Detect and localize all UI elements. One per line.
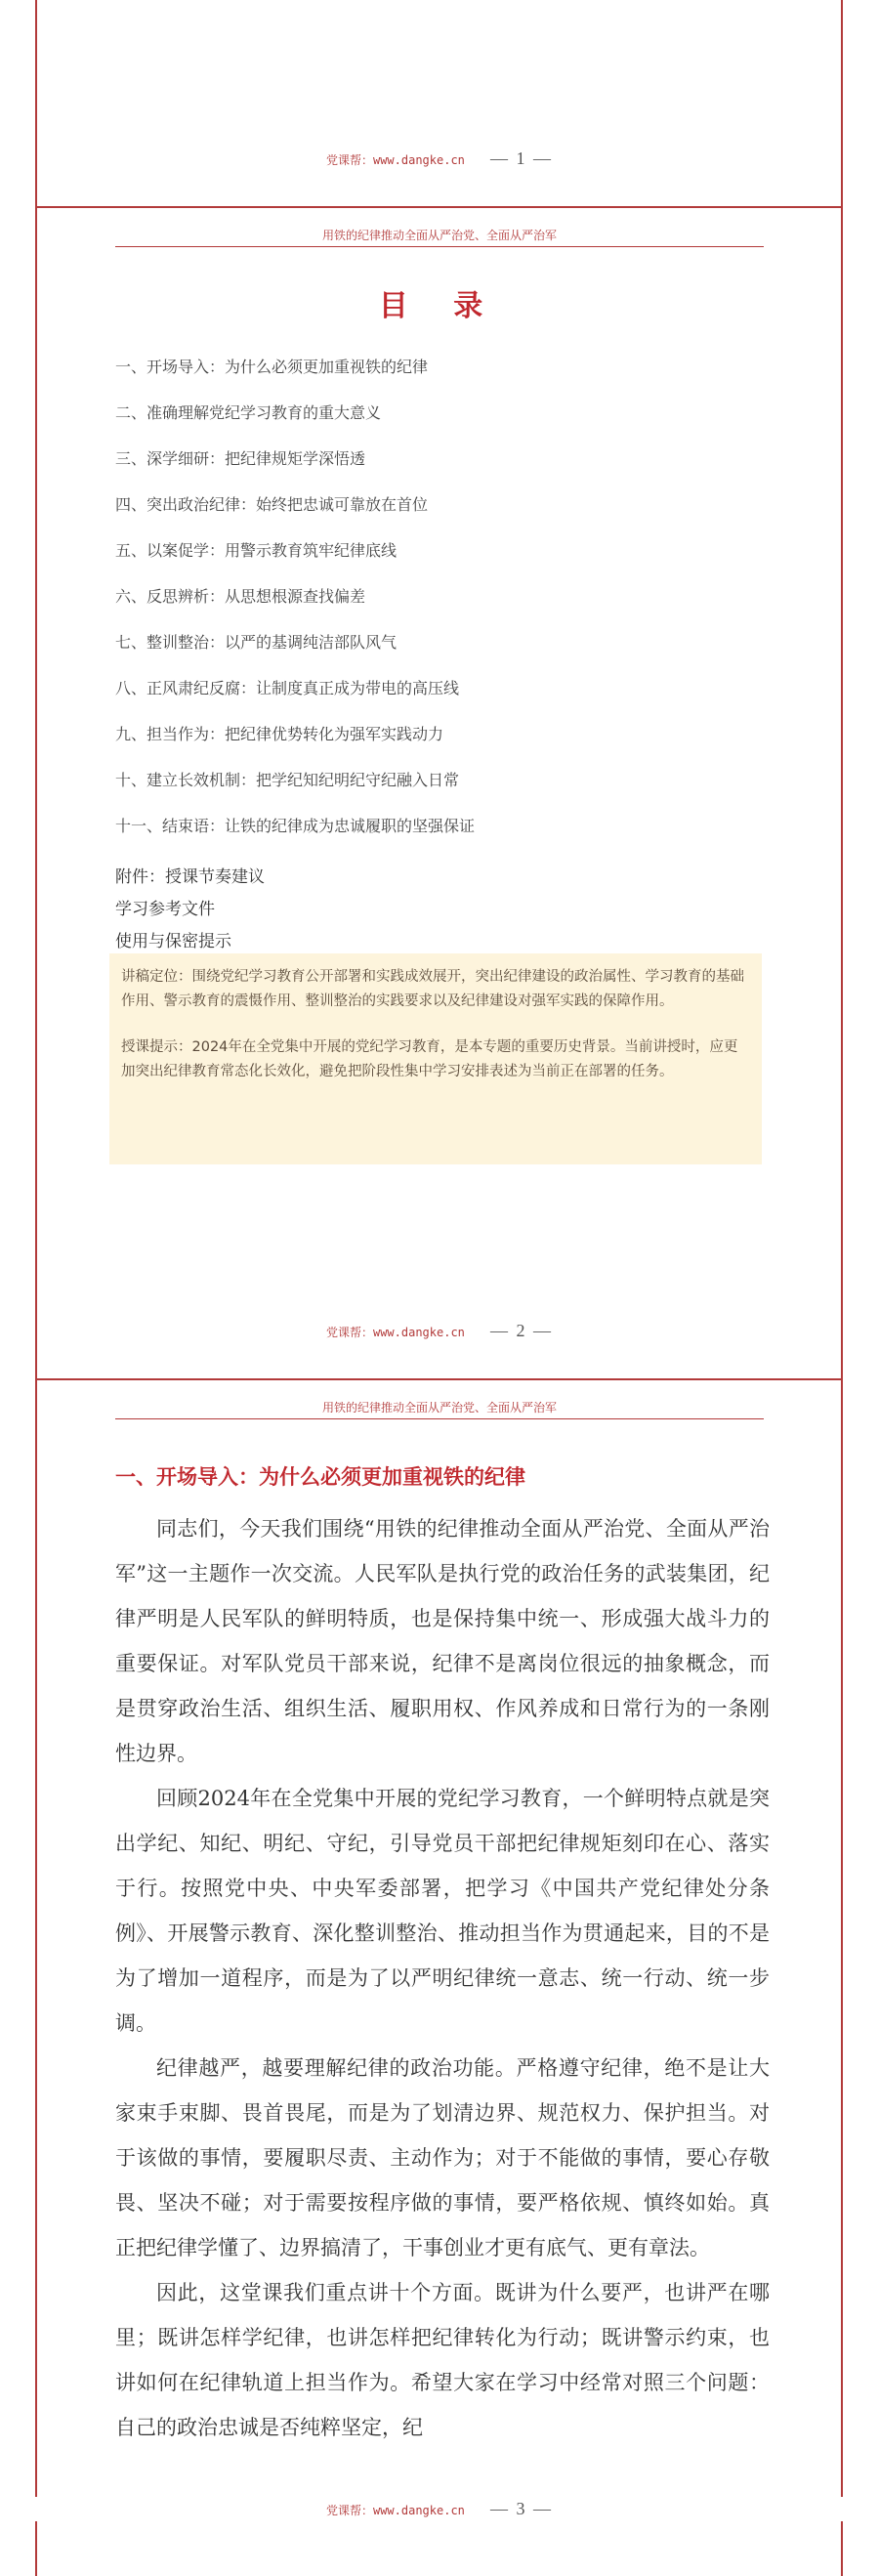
- toc-title: 目 录: [378, 289, 501, 323]
- toc-item[interactable]: 十、建立长效机制：把学纪知纪明纪守纪融入日常: [115, 771, 460, 789]
- toc-item[interactable]: 四、突出政治纪律：始终把忠诚可靠放在首位: [115, 495, 429, 514]
- toc-list: [115, 358, 764, 863]
- body-paragraph: 纪律越严，越要理解纪律的政治功能。严格遵守纪律，绝不是让大家束手束脚、畏首畏尾，而是为了划清边界、规范权力、保护担当。对于该做的事情，要履职尽责、主动作为；对于不能做的事情，要心存敬畏、坚决不碰；对于需要按程序做的事情，要严格依规、慎终如始。真正把纪律学懂了、边界搞清了，干事创业才更有底气、更有章法。: [115, 2056, 770, 2259]
- header-rule: [115, 246, 764, 247]
- page-number: — 2 —: [490, 1321, 554, 1340]
- toc-appendix-list: [115, 866, 764, 962]
- toc-item[interactable]: 十一、结束语：让铁的纪律成为忠诚履职的坚强保证: [115, 817, 476, 835]
- teaching-tip-note: 授课提示：2024年在全党集中开展的党纪学习教育，是本专题的重要历史背景。当前讲授时，应更加突出纪律教育常态化长效化，避免把阶段性集中学习安排表述为当前正在部署的任务。: [121, 1039, 738, 1079]
- section-heading: 一、开场导入：为什么必须更加重视铁的纪律: [115, 1465, 525, 1489]
- body-paragraph: 回顾2024年在全党集中开展的党纪学习教育，一个鲜明特点就是突出学纪、知纪、明纪、守纪，引导党员干部把纪律规矩刻印在心、落实于行。按照党中央、中央军委部署，把学习《中国共产党纪律处分条例》、开展警示教育、深化整训整治、推动担当作为贯通起来，目的不是为了增加一道程序，而是为了以严明纪律统一意志、统一行动、统一步调。: [115, 1787, 770, 2035]
- toc-item[interactable]: 三、深学细研：把纪律规矩学深悟透: [115, 449, 366, 468]
- page-number: — 1 —: [490, 148, 554, 168]
- site-label[interactable]: 党课帮：www.dangke.cn: [325, 2504, 465, 2517]
- toc-item[interactable]: 八、正风肃纪反腐：让制度真正成为带电的高压线: [115, 679, 460, 697]
- toc-item[interactable]: 一、开场导入：为什么必须更加重视铁的纪律: [115, 358, 429, 376]
- positioning-note: 讲稿定位：围绕党纪学习教育公开部署和实践成效展开，突出纪律建设的政治属性、学习教育的基础作用、警示教育的震慑作用、整训整治的实践要求以及纪律建设对强军实践的保障作用。: [121, 969, 744, 1009]
- page-number: — 3 —: [490, 2499, 554, 2518]
- page-footer: [0, 1321, 879, 1341]
- toc-appendix-item[interactable]: 附件：授课节奏建议: [115, 867, 265, 887]
- toc-item[interactable]: 五、以案促学：用警示教育筑牢纪律底线: [115, 541, 398, 560]
- page-footer: [0, 2497, 879, 2521]
- header-rule: [115, 1418, 764, 1419]
- toc-appendix-item[interactable]: 学习参考文件: [115, 900, 215, 919]
- site-label[interactable]: 党课帮：www.dangke.cn: [325, 153, 465, 167]
- site-label[interactable]: 党课帮：www.dangke.cn: [325, 1326, 465, 1339]
- body-paragraph: 因此，这堂课我们重点讲十个方面。既讲为什么要严，也讲严在哪里；既讲怎样学纪律，也讲怎样把纪律转化为行动；既讲警示约束，也讲如何在纪律轨道上担当作为。希望大家在学习中经常对照三个问题：自己的政治忠诚是否纯粹坚定，纪: [115, 2281, 770, 2439]
- toc-appendix-item[interactable]: 使用与保密提示: [115, 932, 231, 951]
- lecture-note-box: [109, 953, 762, 1164]
- section-body: [115, 1506, 770, 2450]
- toc-item[interactable]: 九、担当作为：把纪律优势转化为强军实践动力: [115, 725, 444, 743]
- body-paragraph: 同志们，今天我们围绕“用铁的纪律推动全面从严治党、全面从严治军”这一主题作一次交流。人民军队是执行党的政治任务的武装集团，纪律严明是人民军队的鲜明特质，也是保持集中统一、形成强大战斗力的重要保证。对军队党员干部来说，纪律不是离岗位很远的抽象概念，而是贯穿政治生活、组织生活、履职用权、作风养成和日常行为的一条刚性边界。: [115, 1517, 770, 1765]
- page-1: [35, 0, 843, 206]
- running-header: 用铁的纪律推动全面从严治党、全面从严治军: [321, 1401, 557, 1415]
- page-footer: [0, 148, 879, 169]
- toc-item[interactable]: 七、整训整治：以严的基调纯洁部队风气: [115, 633, 398, 652]
- running-header: 用铁的纪律推动全面从严治党、全面从严治军: [321, 229, 557, 242]
- toc-item[interactable]: 二、准确理解党纪学习教育的重大意义: [115, 403, 382, 422]
- toc-item[interactable]: 六、反思辨析：从思想根源查找偏差: [115, 587, 366, 606]
